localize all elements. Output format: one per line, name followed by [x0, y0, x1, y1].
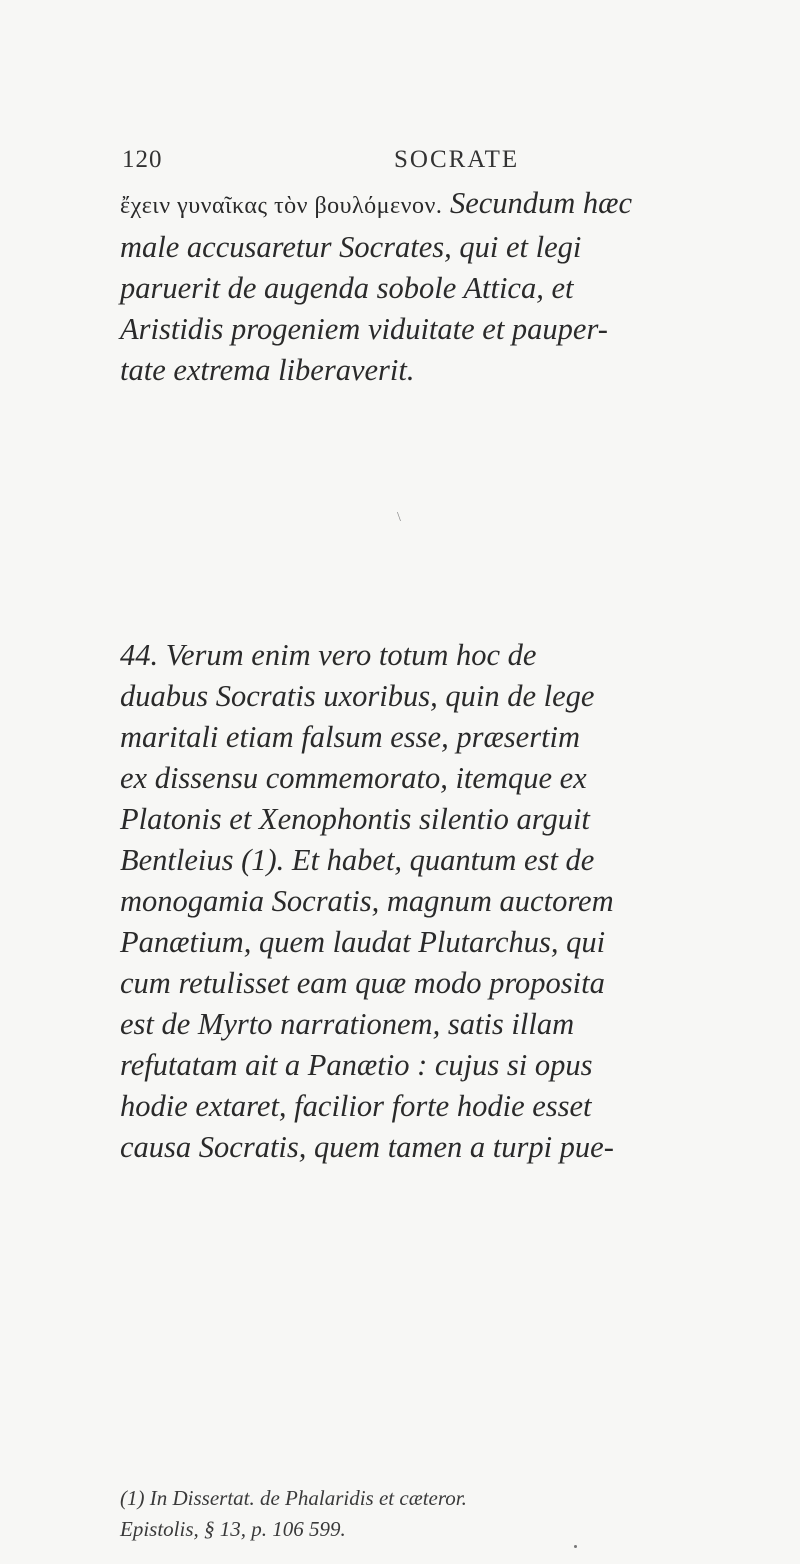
paragraph-2 — [120, 635, 730, 1168]
footnote — [120, 1483, 740, 1545]
running-title: SOCRATE — [394, 146, 520, 173]
running-head — [122, 146, 722, 182]
paragraph-2-line: est de Myrto narrationem, satis illam — [120, 1007, 575, 1041]
paragraph-2-line: Panætium, quem laudat Plutarchus, qui — [120, 925, 606, 959]
paragraph-2-line: Platonis et Xenophontis silentio arguit — [120, 802, 590, 836]
paragraph-1-line: male accusaretur Socrates, qui et legi — [120, 230, 582, 264]
paragraph-1-line: tate extrema liberaverit. — [120, 353, 415, 387]
paragraph-2-line: hodie extaret, facilior forte hodie esset — [120, 1089, 592, 1123]
paragraph-2-line: causa Socratis, quem tamen a turpi pue- — [120, 1130, 614, 1164]
paragraph-2-line: cum retulisset eam quæ modo proposita — [120, 966, 605, 1000]
paragraph-2-line: maritali etiam falsum esse, præsertim — [120, 720, 581, 754]
page-number: 120 — [122, 146, 163, 173]
greek-phrase: ἔχειν γυναῖκας τὸν βουλόμενον. — [120, 193, 443, 219]
paragraph-2-line: monogamia Socratis, magnum auctorem — [120, 884, 614, 918]
paper-speck — [574, 1545, 577, 1548]
latin-phrase: Secundum hæc — [442, 186, 633, 220]
paragraph-2-line: 44. Verum enim vero totum hoc de — [120, 638, 537, 672]
footnote-line: (1) In Dissertat. de Phalaridis et cæteror. — [120, 1486, 467, 1510]
paragraph-1 — [120, 183, 730, 391]
paragraph-1-line-1 — [120, 183, 730, 227]
paragraph-1-line: paruerit de augenda sobole Attica, et — [120, 271, 574, 305]
paragraph-1-line: Aristidis progeniem viduitate et pauper- — [120, 312, 608, 346]
footnote-line: Epistolis, § 13, p. 106 599. — [120, 1517, 346, 1541]
paragraph-2-line: refutatam ait a Panætio : cujus si opus — [120, 1048, 593, 1082]
paragraph-2-line: duabus Socratis uxoribus, quin de lege — [120, 679, 595, 713]
stray-mark: \ — [397, 510, 401, 525]
paragraph-2-line: Bentleius (1). Et habet, quantum est de — [120, 843, 595, 877]
paragraph-2-line: ex dissensu commemorato, itemque ex — [120, 761, 587, 795]
